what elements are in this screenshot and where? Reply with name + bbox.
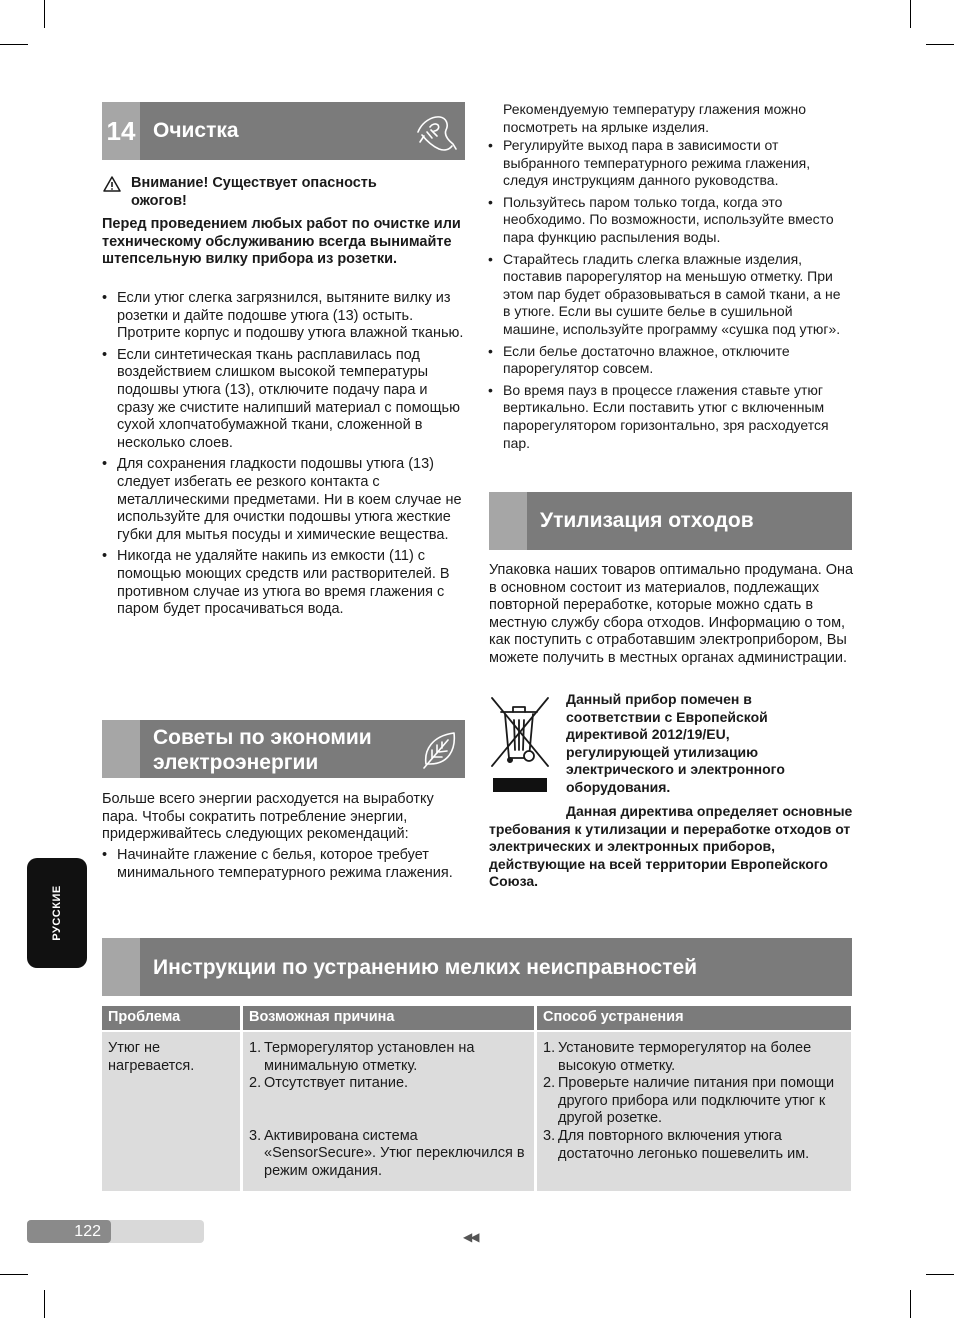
warning-title: Внимание! Существует опасность ожогов! (131, 175, 377, 209)
list-item: 2. Отсутствует питание. (249, 1075, 409, 1092)
problem-text: Утюг не нагревается. (108, 1040, 195, 1074)
language-tab-label: РУССКИЕ (51, 885, 63, 941)
warning-body: Перед проведением любых работ по очистке или техническому обслуживанию всегда вынимайте штепсельную вилку прибора из розетки. (102, 216, 461, 268)
list-item: 1. Установите терморегулятор на более высокую отметку. (543, 1040, 812, 1074)
remedy-cell (536, 1032, 852, 1191)
problem-cell (102, 1032, 242, 1191)
disposal-body: Упаковка наших товаров оптимально продумана. Она в основном состоит из материалов, подлежащих повторной переработке, которые можно сдать в местную службу сбора отходов. Информацию о том, как поступить с отработавшим электроприбором, Вы можете получить в местных органах администрации. (489, 562, 854, 666)
cleaning-bullets (102, 290, 466, 623)
list-item: 2. Проверьте наличие питания при помощи другого прибора или подключите утюг к другой розетке. (543, 1075, 835, 1127)
table-row (102, 1032, 851, 1191)
disposal-header (489, 492, 852, 550)
column-header-problem: Проблема (102, 1006, 242, 1030)
page-number-badge (27, 1220, 111, 1243)
disposal-title: Утилизация отходов (540, 509, 754, 532)
header-block (102, 938, 140, 996)
list-item: • Пользуйтесь паром только тогда, когда это необходимо. По возможности, используйте вместо пара функцию распыления воды. (488, 194, 851, 247)
cleaning-hand-icon (412, 108, 460, 156)
list-item: • Никогда не удаляйте накипь из емкости (11) с помощью моющих средств или растворителей. В противном случае из утюга во время глажения с паром будет просачиваться вода. (102, 548, 466, 618)
energy-header (102, 720, 465, 778)
column-header-cause: Возможная причина (242, 1006, 536, 1030)
energy-bullets-2 (488, 137, 851, 456)
warning-triangle-icon (103, 176, 121, 192)
crop-mark (910, 1290, 911, 1318)
crop-mark (0, 1274, 28, 1275)
energy-title-line1: Советы по экономии (153, 726, 372, 749)
crop-mark (44, 1290, 45, 1318)
crop-mark (44, 0, 45, 28)
list-item: 1. Терморегулятор установлен на минимальную отметку. (249, 1040, 475, 1074)
language-tab (27, 858, 87, 968)
weee-note: Данный прибор помечен в соответствии с Европейской директивой 2012/19/EU, регулирующей утилизацию электрического и электронного оборудования. (566, 691, 785, 795)
energy-bullets (102, 847, 462, 886)
list-item: • Старайтесь гладить слегка влажные изделия, поставив парорегулятор на меньшую отметку. При этом пар будет образовываться в самой ткани, а не в утюге. Если вы сушите белье в сушильной машине, используйте программу «сушка под утюг». (488, 251, 851, 339)
energy-title-line2: электроэнергии (153, 751, 319, 774)
crop-mark (0, 44, 28, 45)
nav-back-icon[interactable]: ◀◀ (463, 1230, 478, 1244)
list-item: • Если белье достаточно влажное, отключите парорегулятор совсем. (488, 343, 851, 378)
list-item: • Регулируйте выход пара в зависимости от выбранного температурного режима глажения, следуя инструкциям данного руководства. (488, 137, 851, 190)
energy-intro: Больше всего энергии расходуется на выработку пара. Чтобы сократить потребление энергии, придерживайтесь следующих рекомендаций: (102, 791, 434, 843)
list-item: 3. Для повторного включения утюга достаточно легонько пошевелить им. (543, 1127, 810, 1162)
crop-mark (910, 0, 911, 28)
crop-mark (926, 44, 954, 45)
list-item: • Если утюг слегка загрязнился, вытяните вилку из розетки и дайте подошве утюга (13) остыть. Протрите корпус и подошву утюга влажной тканью. (102, 290, 466, 343)
crossed-bin-icon (489, 694, 551, 796)
list-item: • Во время пауз в процессе глажения ставьте утюг вертикально. Если поставить утюг с включенным парорегулятором горизонтально, зря расходуется пар. (488, 382, 851, 452)
troubleshooting-title: Инструкции по устранению мелких неисправностей (153, 956, 698, 979)
directive-note: Данная директива определяет основные требования к утилизации и переработке отходов от электрических и электронных приборов, действующие на всей территории Европейского Союза. (489, 803, 853, 890)
header-block (489, 492, 527, 550)
troubleshooting-header (102, 938, 852, 996)
table-header-row (102, 1006, 851, 1030)
section-number: 14 (106, 116, 136, 146)
crop-mark (926, 1274, 954, 1275)
cleaning-header (102, 102, 465, 160)
column-header-remedy: Способ устранения (536, 1006, 852, 1030)
list-item: • Начинайте глажение с белья, которое требует минимального температурного режима глажения. (102, 847, 462, 882)
energy-continuation: Рекомендуемую температуру глажения можно посмотреть на ярлыке изделия. (503, 101, 806, 135)
cleaning-title: Очистка (153, 119, 239, 142)
leaf-icon (420, 728, 460, 770)
list-item: • Для сохранения гладкости подошвы утюга (13) следует избегать ее резкого контакта с металлическими предметами. Ни в коем случае не используйте для очистки подошвы утюга жесткие губки для мытья посуды и химические вещества. (102, 456, 466, 544)
cause-cell (242, 1032, 536, 1191)
list-item: 3. Активирована система «SensorSecure». Утюг переключился в режим ожидания. (249, 1127, 525, 1179)
header-block (102, 720, 140, 778)
list-item: • Если синтетическая ткань расплавилась под воздействием слишком высокой температуры подошвы утюга (13), отключите подачу пара и сразу же счистите налипший материал с помощью сухой хлопчатобумажной ткани, сложенной в несколько слоев. (102, 347, 466, 453)
page-number: 122 (74, 1223, 101, 1240)
troubleshooting-table (102, 1006, 851, 1191)
